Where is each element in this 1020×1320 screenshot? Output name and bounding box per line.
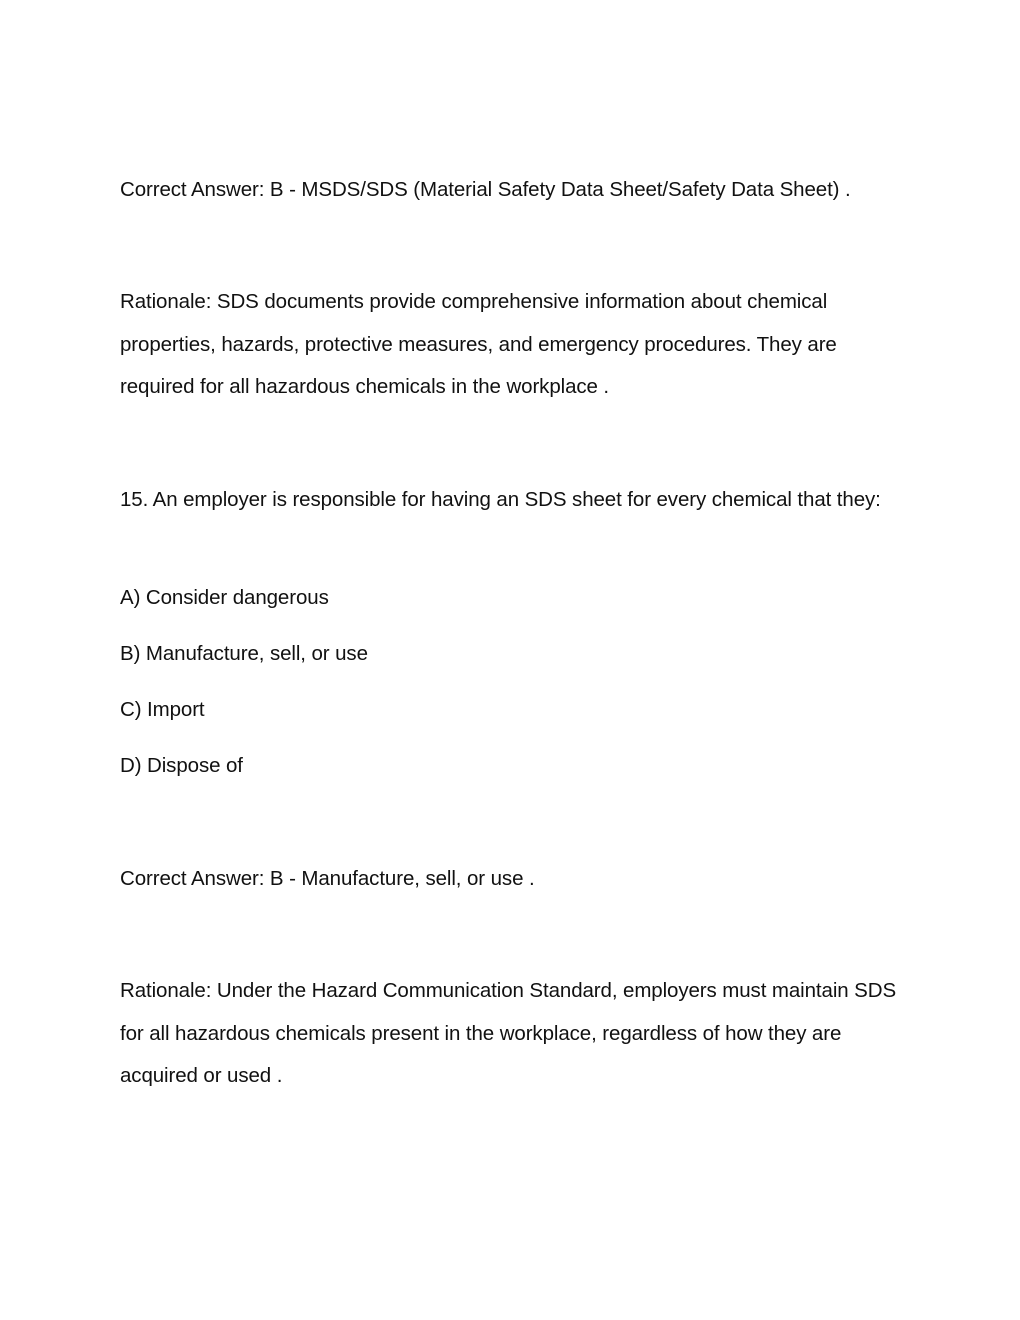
question-15: 15. An employer is responsible for having an SDS sheet for every chemical that they:	[120, 488, 881, 511]
rationale-15: Rationale: Under the Hazard Communication Standard, employers must maintain SDS for all hazardous chemicals present in the workplace, regardless of how they are acquired or used .	[120, 979, 897, 1087]
option-b: B) Manufacture, sell, or use	[120, 642, 368, 665]
document-page	[120, 0, 900, 1320]
correct-answer-15: Correct Answer: B - Manufacture, sell, or use .	[120, 867, 535, 890]
option-a: A) Consider dangerous	[120, 586, 329, 609]
rationale-previous: Rationale: SDS documents provide comprehensive information about chemical properties, hazards, protective measures, and emergency procedures. They are required for all hazardous chemicals in the workplace .	[120, 290, 837, 398]
option-d: D) Dispose of	[120, 754, 243, 777]
option-c: C) Import	[120, 698, 205, 721]
correct-answer-previous: Correct Answer: B - MSDS/SDS (Material Safety Data Sheet/Safety Data Sheet) .	[120, 178, 851, 201]
